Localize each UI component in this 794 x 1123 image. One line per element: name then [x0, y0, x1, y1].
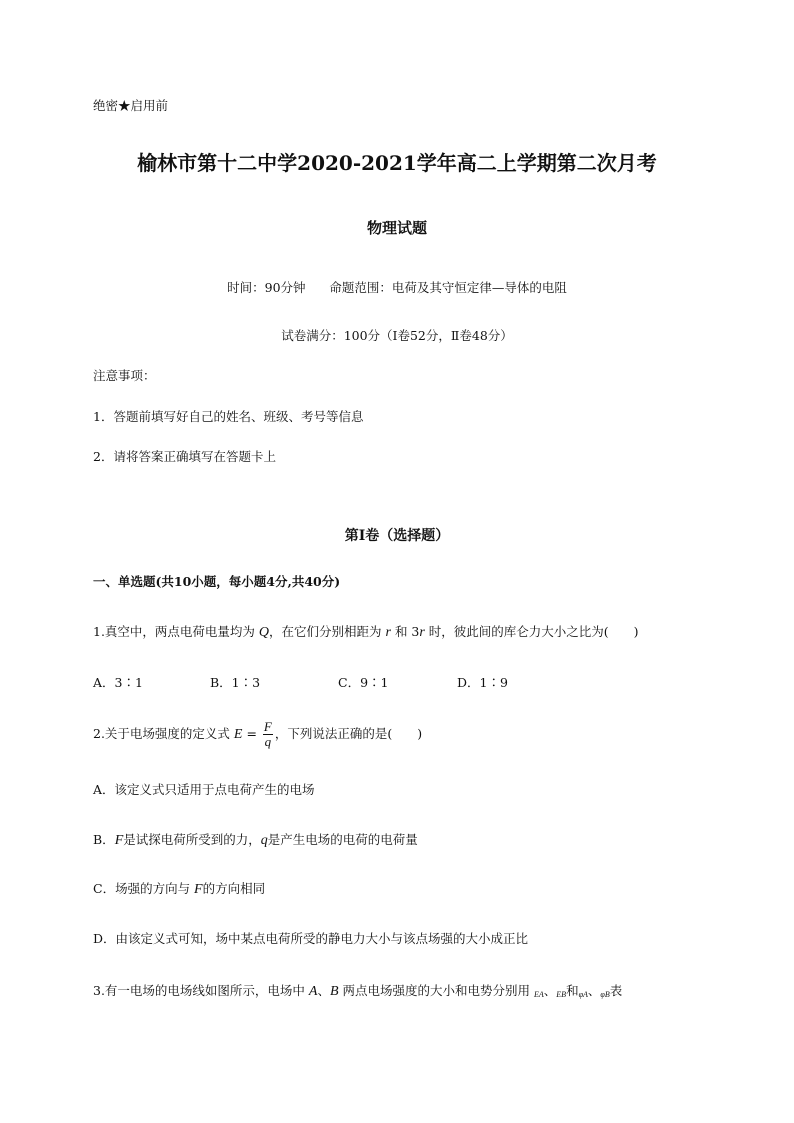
part-heading: 一、单选题(共10小题，每小题4分,共40分)	[93, 574, 341, 589]
subject-title: 物理试题	[366, 219, 427, 237]
option-text: C．场强的方向与	[93, 881, 195, 896]
formula-fraction	[263, 720, 273, 749]
question-2-text: 2.关于电场强度的定义式	[93, 726, 234, 741]
symbol-eb: EB	[556, 990, 567, 999]
var-b: B	[329, 984, 339, 999]
question-2	[93, 718, 422, 751]
symbol-phi-a: φA	[578, 990, 588, 999]
secret-mark: 绝密★启用前	[93, 98, 169, 113]
option-label: B．	[93, 832, 115, 847]
exam-info-line: 时间：90分钟 命题范围：电荷及其守恒定律—导体的电阻	[227, 280, 567, 295]
var-a: A	[308, 984, 318, 999]
var-f: F	[114, 833, 124, 848]
question-3-text: 3.有一电场的电场线如图所示，电场中	[93, 983, 309, 998]
var-r: r	[419, 625, 425, 640]
exam-title: 榆林市第十二中学2020-2021学年高二上学期第二次月考	[137, 151, 657, 175]
question-2-text: ，下列说法正确的是( )	[274, 726, 423, 741]
question-1-text: 和 3	[390, 624, 420, 639]
q1-option-d: D．1∶9	[457, 675, 508, 690]
separator: 、	[543, 983, 557, 998]
section-title: 第Ⅰ卷（选择题）	[344, 528, 450, 544]
var-q: q	[260, 833, 268, 848]
question-3-text: 表	[609, 983, 623, 998]
var-r: r	[385, 625, 391, 640]
note-item: 1．答题前填写好自己的姓名、班级、考号等信息	[93, 409, 364, 424]
q2-option-c	[93, 881, 265, 898]
question-3	[93, 983, 622, 1003]
score-line: 试卷满分：100分（Ⅰ卷52分，Ⅱ卷48分）	[281, 328, 513, 343]
symbol-phi-b: φB	[600, 990, 610, 999]
q1-option-a: A．3∶1	[93, 675, 143, 690]
formula-lhs: E	[233, 727, 243, 742]
option-text: 是产生电场的电荷的电荷量	[267, 832, 418, 847]
q2-option-b	[93, 832, 418, 849]
question-1-text: 1.真空中，两点电荷电量均为	[93, 624, 259, 639]
notes-heading: 注意事项：	[93, 368, 156, 383]
option-text: 的方向相同	[202, 881, 266, 896]
symbol-ea: EA	[534, 990, 544, 999]
var-q: Q	[258, 625, 270, 640]
question-1-text: 时，彼此间的库仑力大小之比为( )	[424, 624, 639, 639]
q2-option-d: D．由该定义式可知，场中某点电荷所受的静电力大小与该点场强的大小成正比	[93, 931, 529, 946]
formula-denominator: q	[264, 734, 272, 749]
option-text: 是试探电荷所受到的力，	[123, 832, 261, 847]
formula-eq: =	[242, 726, 261, 741]
q1-option-b: B．1∶3	[210, 675, 261, 690]
var-f: F	[194, 882, 203, 897]
question-3-text: 、	[317, 983, 330, 998]
question-1-text: ，在它们分别相距为	[269, 624, 386, 639]
question-3-text: 和	[566, 983, 579, 998]
separator: 、	[587, 983, 601, 998]
q1-option-c: C．9∶1	[338, 675, 389, 690]
formula-numerator: F	[263, 719, 272, 734]
question-1	[93, 624, 639, 641]
q2-option-a: A．该定义式只适用于点电荷产生的电场	[93, 782, 315, 797]
note-item: 2．请将答案正确填写在答题卡上	[93, 449, 276, 464]
question-3-text: 两点电场强度的大小和电势分别用	[338, 983, 534, 998]
